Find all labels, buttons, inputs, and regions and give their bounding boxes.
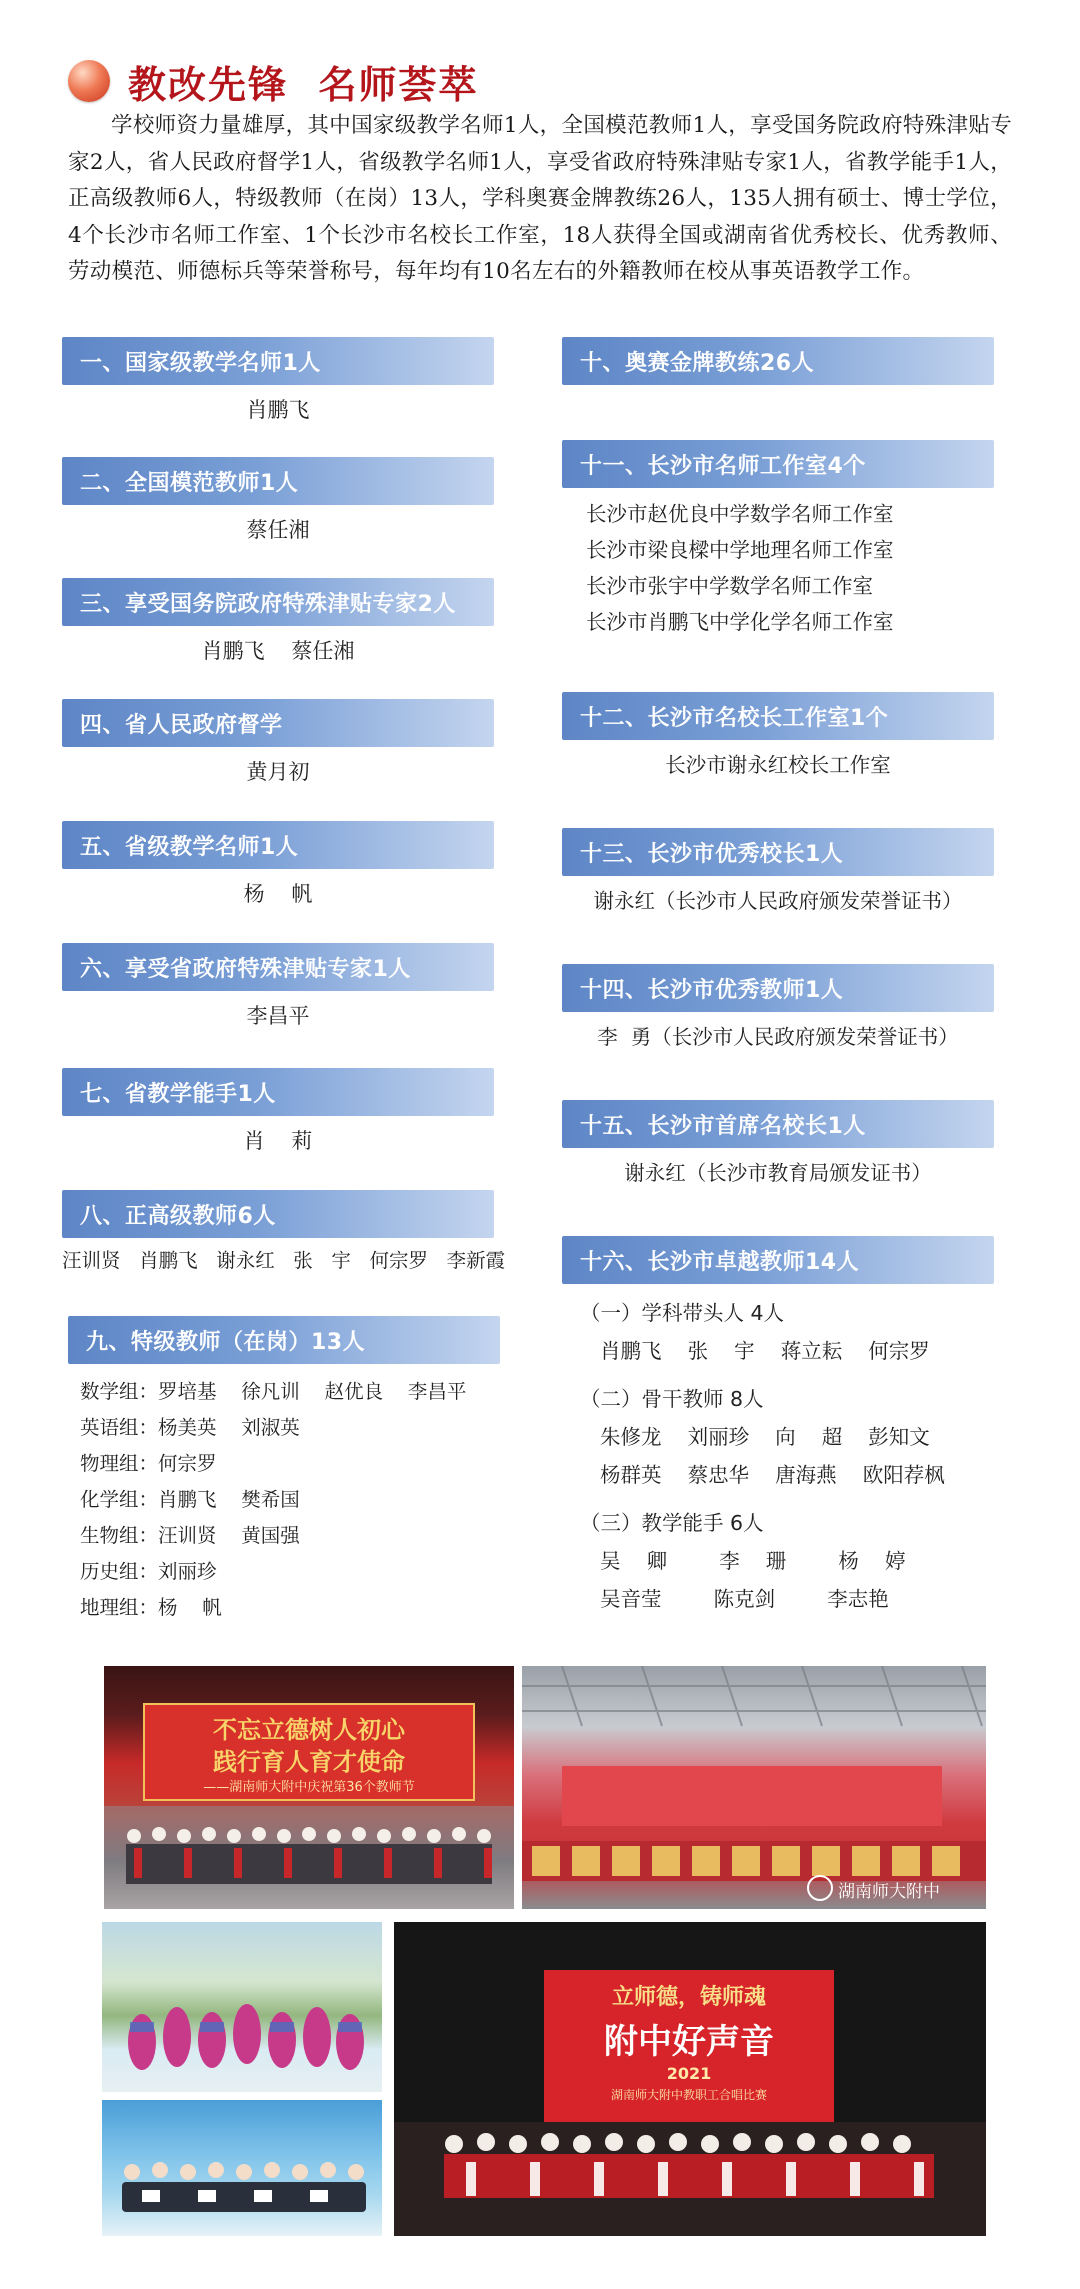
section-16-body	[562, 1294, 994, 1618]
photo-teachers-day-group	[104, 1666, 514, 1909]
section-4-header: 四、省人民政府督学	[62, 699, 494, 747]
choir-line-4: 湖南师大附中教职工合唱比赛	[610, 2088, 767, 2102]
section-10	[562, 337, 994, 385]
section-15-header: 十五、长沙市首席名校长1人	[562, 1100, 994, 1148]
section-8-names: 汪训贤 肖鹏飞 谢永红 张 宇 何宗罗 李新霞	[62, 1249, 506, 1272]
section-14	[562, 964, 994, 1054]
section-9-groups	[68, 1374, 500, 1626]
photo-dance-performance	[102, 1922, 382, 2092]
subsection-names: 吴音莹 陈克剑 李志艳	[600, 1587, 889, 1611]
group-line: 生物组：汪训贤 黄国强	[80, 1524, 300, 1547]
section-1-names: 肖鹏飞	[246, 398, 310, 422]
section-9	[68, 1316, 500, 1626]
list-item: 长沙市肖鹏飞中学化学名师工作室	[586, 610, 894, 634]
section-8	[62, 1190, 506, 1278]
section-6	[62, 943, 494, 1033]
section-3	[62, 578, 494, 668]
title-bullet-icon	[68, 60, 110, 102]
section-6-names: 李昌平	[246, 1004, 310, 1028]
section-12-header: 十二、长沙市名校长工作室1个	[562, 692, 994, 740]
section-11-list	[562, 496, 994, 640]
list-item: 长沙市赵优良中学数学名师工作室	[586, 502, 894, 526]
page-title	[68, 55, 478, 107]
photo-swimming-art	[102, 2100, 382, 2236]
section-1-header: 一、国家级教学名师1人	[62, 337, 494, 385]
section-14-names: 李 勇（长沙市人民政府颁发荣誉证书）	[597, 1025, 959, 1049]
choir-line-2: 附中好声音	[604, 2022, 774, 2062]
section-12-names: 长沙市谢永红校长工作室	[665, 753, 891, 777]
section-11	[562, 440, 994, 640]
choir-line-3: 2021	[666, 2064, 712, 2083]
subsection-names: 吴 卿 李 珊 杨 婷	[600, 1549, 906, 1573]
section-2	[62, 457, 494, 547]
choir-line-1: 立师德，铸师魂	[611, 1984, 766, 2010]
section-11-header: 十一、长沙市名师工作室4个	[562, 440, 994, 488]
photo-stage-event	[522, 1666, 986, 1909]
photo-dance-art	[102, 1922, 382, 2092]
section-15-names: 谢永红（长沙市教育局颁发证书）	[624, 1161, 932, 1185]
group-line: 地理组：杨 帆	[80, 1596, 222, 1619]
section-13-names: 谢永红（长沙市人民政府颁发荣誉证书）	[593, 889, 963, 913]
subsection-names: 肖鹏飞 张 宇 蒋立耘 何宗罗	[600, 1339, 930, 1363]
subsection-head: （二）骨干教师 8人	[580, 1387, 764, 1411]
section-5-names: 杨 帆	[243, 882, 313, 906]
banner-line-2: 践行育人育才使命	[213, 1747, 405, 1776]
banner-line-1: 不忘立德树人初心	[213, 1715, 405, 1744]
section-7	[62, 1068, 494, 1158]
section-14-header: 十四、长沙市优秀教师1人	[562, 964, 994, 1012]
group-line: 历史组：刘丽珍	[80, 1560, 217, 1583]
section-3-header: 三、享受国务院政府特殊津贴专家2人	[62, 578, 494, 626]
section-5	[62, 821, 494, 911]
banner-line-3: ——湖南师大附中庆祝第36个教师节	[203, 1780, 415, 1795]
section-7-names: 肖 莉	[243, 1129, 313, 1153]
section-10-header: 十、奥赛金牌教练26人	[562, 337, 994, 385]
section-6-header: 六、享受省政府特殊津贴专家1人	[62, 943, 494, 991]
list-item: 长沙市张宇中学数学名师工作室	[586, 574, 873, 598]
section-3-names: 肖鹏飞 蔡任湘	[201, 639, 355, 663]
intro-paragraph: 学校师资力量雄厚，其中国家级教学名师1人，全国模范教师1人，享受国务院政府特殊津贴专家2人，省人民政府督学1人，省级教学名师1人，享受省政府特殊津贴专家1人，省教学能手1人，正高级教师6人，特级教师（在岗）13人，学科奥赛金牌教练26人，135人拥有硕士、博士学位，4个长沙市名师工作室、1个长沙市名校长工作室，18人获得全国或湖南省优秀校长、优秀教师、劳动模范、师德标兵等荣誉称号，每年均有10名左右的外籍教师在校从事英语教学工作。	[68, 113, 1012, 284]
section-16-header: 十六、长沙市卓越教师14人	[562, 1236, 994, 1284]
photo-choir-contest	[394, 1922, 986, 2236]
subsection-head: （一）学科带头人 4人	[580, 1301, 785, 1325]
section-15	[562, 1100, 994, 1190]
group-line: 数学组：罗培基 徐凡训 赵优良 李昌平	[80, 1380, 467, 1403]
photo-stage-art	[522, 1666, 986, 1909]
group-line: 物理组：何宗罗	[80, 1452, 217, 1475]
section-9-header: 九、特级教师（在岗）13人	[68, 1316, 500, 1364]
section-4-names: 黄月初	[246, 760, 310, 784]
section-7-header: 七、省教学能手1人	[62, 1068, 494, 1116]
section-16	[562, 1236, 994, 1618]
group-line: 英语组：杨美英 刘淑英	[80, 1416, 300, 1439]
group-line: 化学组：肖鹏飞 樊希国	[80, 1488, 300, 1511]
section-2-names: 蔡任湘	[246, 518, 310, 542]
section-13-header: 十三、长沙市优秀校长1人	[562, 828, 994, 876]
section-5-header: 五、省级教学名师1人	[62, 821, 494, 869]
list-item: 长沙市梁良樑中学地理名师工作室	[586, 538, 894, 562]
section-1	[62, 337, 494, 427]
section-2-header: 二、全国模范教师1人	[62, 457, 494, 505]
photo-swimming-group	[102, 2100, 382, 2236]
photo-watermark: 湖南师大附中	[838, 1882, 940, 1902]
subsection-names: 杨群英 蔡忠华 唐海燕 欧阳荐枫	[600, 1463, 945, 1487]
subsection-names: 朱修龙 刘丽珍 向 超 彭知文	[600, 1425, 930, 1449]
section-4	[62, 699, 494, 789]
section-12	[562, 692, 994, 782]
section-13	[562, 828, 994, 918]
title-text: 教改先锋 名师荟萃	[128, 61, 479, 107]
section-8-header: 八、正高级教师6人	[62, 1190, 494, 1238]
subsection-head: （三）教学能手 6人	[580, 1511, 764, 1535]
